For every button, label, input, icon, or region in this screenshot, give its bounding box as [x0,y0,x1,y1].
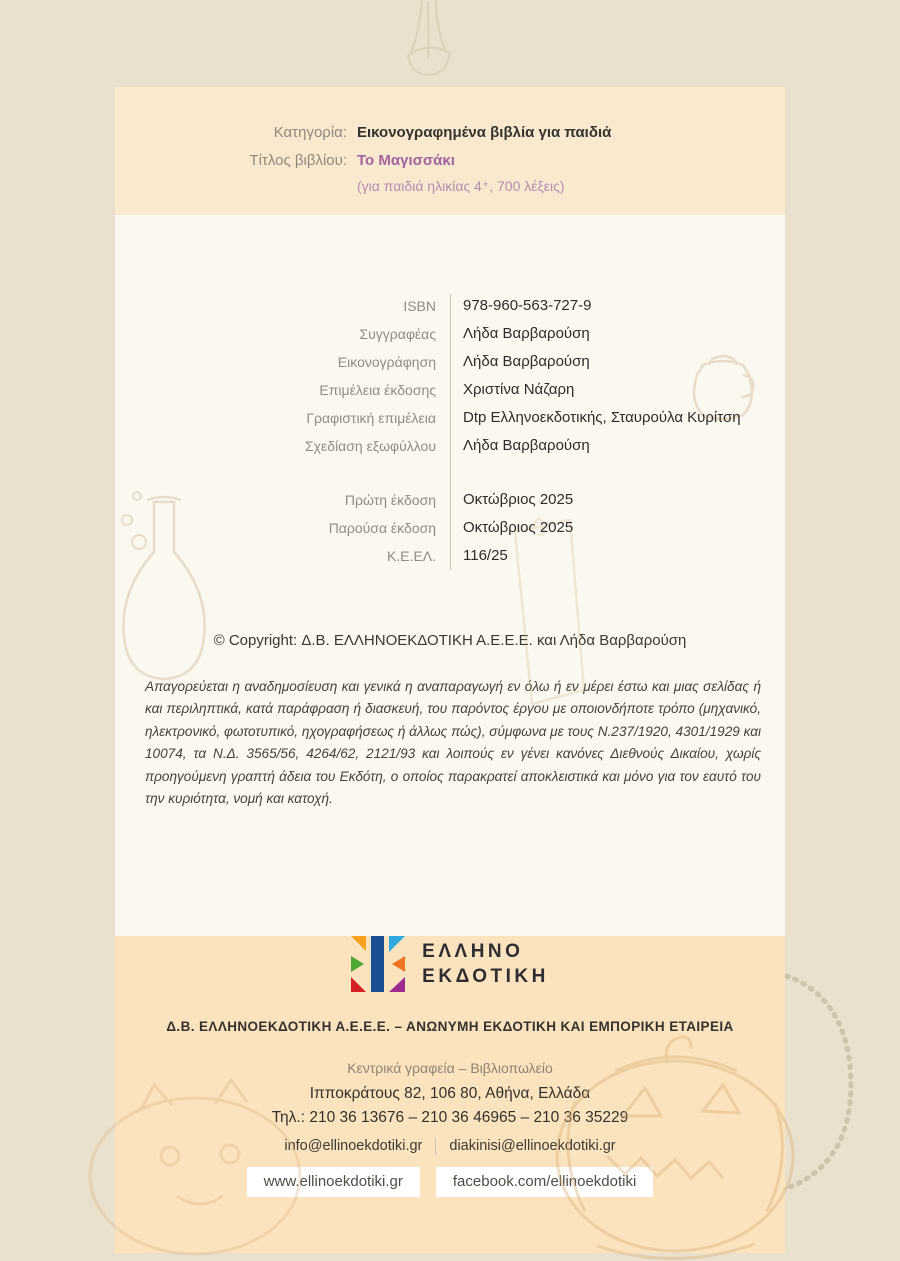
address-line: Ιπποκράτους 82, 106 80, Αθήνα, Ελλάδα [309,1085,591,1102]
category-label: Κατηγορία: [273,124,347,141]
table-group-gap [115,460,785,486]
office-label: Κεντρικά γραφεία – Βιβλιοπωλείο [347,1060,553,1076]
book-title-value: Το Μαγισσάκι [357,152,455,169]
phone-line: Τηλ.: 210 36 13676 – 210 36 46965 – 210 36 35229 [271,1109,629,1126]
publisher-logo [115,936,785,992]
email-primary-link[interactable]: info@ellinoekdotiki.gr [284,1138,423,1154]
facebook-link[interactable]: facebook.com/ellinoekdotiki [436,1167,653,1197]
website-link[interactable]: www.ellinoekdotiki.gr [247,1167,420,1197]
table-row: Πρώτη έκδοση Οκτώβριος 2025 [344,491,574,508]
table-row: Επιμέλεια έκδοσης Χριστίνα Νάζαρη [319,381,575,398]
email-row [115,1137,785,1155]
table-row: Κ.Ε.ΕΛ. 116/25 [386,547,508,564]
table-row: Σχεδίαση εξωφύλλου Λήδα Βαρβαρούση [305,437,590,454]
legal-notice: Απαγορεύεται η αναδημοσίευση και γενικά η αναπαραγωγή εν όλω ή εν μέρει έστω και μιας σελίδας ή και περιληπτικά, κατά παράφραση ή διασκευή, του παρόντος έργου με οποιονδήποτε τρόπο (μηχανικό, ηλεκτρονικό, φωτοτυπικό, ηχογραφήσεως ή άλλως πώς), σύμφωνα με τους Ν.237/1920, 4301/1929 και 10074, τα Ν.Δ. 3565/56, 4264/62, 2121/93 και λοιπούς εν γένει κανόνες Διεθνούς Δικαίου, χωρίς προηγούμενη γραπτή άδεια του Εκδότη, ο οποίος παρακρατεί αποκλειστικά και μόνο για τον εαυτό του την κυριότητα, νομή και κατοχή. [145,679,761,807]
publisher-wordmark [422,939,549,989]
wordmark-line2: ΕΚΔΟΤΙΚΗ [422,966,549,987]
hanging-strings-sketch-icon [370,0,490,90]
category-row [115,119,785,147]
table-row: Γραφιστική επιμέλεια Dtp Ελληνοεκδοτικής, Σταυρούλα Κυρίτση [306,409,741,426]
wordmark-line1: ΕΛΛΗΝΟ [422,941,524,962]
colophon-card [115,87,785,1190]
details-section [115,292,785,915]
book-title-row [115,147,785,175]
company-legal-name: Δ.Β. ΕΛΛΗΝΟΕΚΔΟΤΙΚΗ Α.Ε.Ε.Ε. – ΑΝΩΝΥΜΗ ΕΚΔΟΤΙΚΗ ΚΑΙ ΕΜΠΟΡΙΚΗ ΕΤΑΙΡΕΙΑ [166,1019,734,1034]
category-value: Εικονογραφημένα βιβλία για παιδιά [357,124,612,141]
details-table [115,292,785,570]
web-links-row [115,1167,785,1197]
book-title-label: Τίτλος βιβλίου: [249,152,347,169]
table-row: Εικονογράφηση Λήδα Βαρβαρούση [337,353,590,370]
table-row: Συγγραφέας Λήδα Βαρβαρούση [359,325,590,342]
book-title-note: (για παιδιά ηλικίας 4⁺, 700 λέξεις) [357,178,565,194]
copyright-line: © Copyright: Δ.Β. ΕΛΛΗΝΟΕΚΔΟΤΙΚΗ Α.Ε.Ε.Ε. και Λήδα Βαρβαρούση [213,632,687,649]
email-distribution-link[interactable]: diakinisi@ellinoekdotiki.gr [449,1138,616,1154]
header-band [115,87,785,215]
publisher-section [115,936,785,1253]
ellinoekdotiki-logo-icon [351,936,405,992]
table-row: ISBN 978-960-563-727-9 [403,297,592,314]
table-row: Παρούσα έκδοση Οκτώβριος 2025 [328,519,574,536]
email-divider [435,1137,436,1155]
book-title-note-row [115,175,785,197]
